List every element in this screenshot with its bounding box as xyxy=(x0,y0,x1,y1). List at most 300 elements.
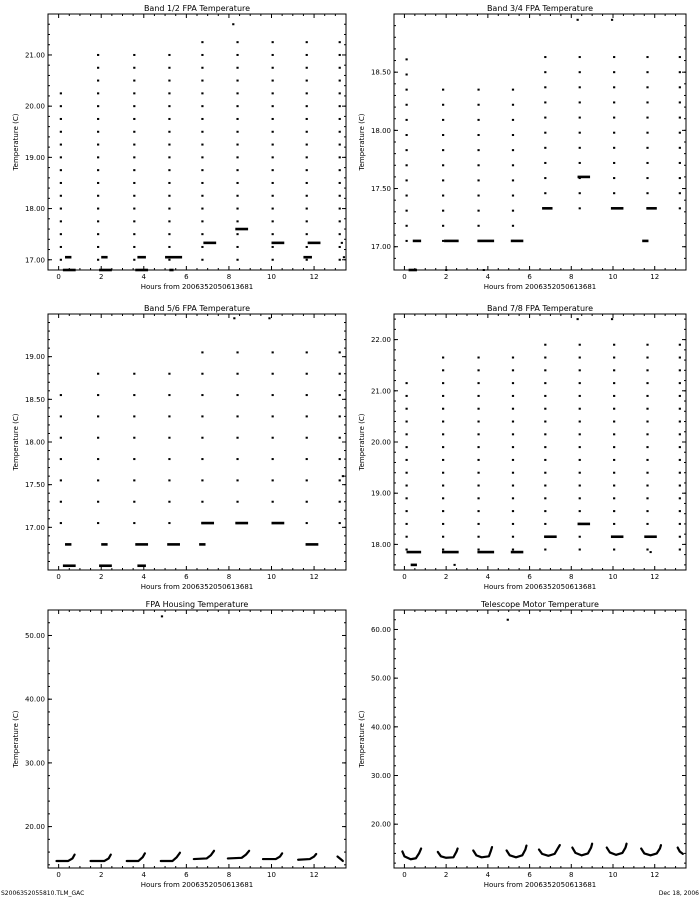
data-point xyxy=(579,459,581,461)
data-point xyxy=(646,549,648,551)
x-tick-label: 6 xyxy=(527,573,532,581)
data-point xyxy=(512,536,514,538)
data-point xyxy=(236,259,238,261)
data-point xyxy=(406,536,408,538)
data-point xyxy=(168,373,170,375)
data-point xyxy=(168,501,170,503)
data-point xyxy=(646,162,648,164)
data-point xyxy=(272,233,274,235)
y-tick-label: 21.00 xyxy=(24,51,45,60)
data-point xyxy=(406,58,408,60)
data-point xyxy=(613,86,615,88)
data-point xyxy=(406,210,408,212)
data-point xyxy=(406,459,408,461)
data-point xyxy=(339,105,341,107)
data-point xyxy=(679,459,681,461)
data-point xyxy=(201,437,203,439)
data-point xyxy=(306,144,308,146)
data-point xyxy=(579,472,581,474)
data-point xyxy=(272,169,274,171)
x-tick-label: 8 xyxy=(226,273,232,281)
data-point xyxy=(339,41,341,43)
data-point xyxy=(679,117,681,119)
data-point xyxy=(339,67,341,69)
data-point xyxy=(477,408,479,410)
data-point xyxy=(168,522,170,524)
data-point xyxy=(133,182,135,184)
data-point xyxy=(679,207,681,209)
x-tick-label: 0 xyxy=(56,871,61,879)
data-point xyxy=(406,74,408,76)
data-plateau xyxy=(201,522,214,525)
y-tick-label: 20.00 xyxy=(24,823,45,832)
data-point xyxy=(544,395,546,397)
data-point xyxy=(544,510,546,512)
data-point xyxy=(133,233,135,235)
data-point xyxy=(97,182,99,184)
x-axis-label: Hours from 2006352050613681 xyxy=(140,881,254,889)
data-point xyxy=(201,80,203,82)
data-plateau xyxy=(169,269,173,272)
y-tick-label: 50.00 xyxy=(370,674,391,683)
data-point xyxy=(679,382,681,384)
data-point xyxy=(477,119,479,121)
x-tick-label: 6 xyxy=(184,871,189,879)
data-point xyxy=(236,156,238,158)
data-point xyxy=(579,101,581,103)
x-tick-label: 8 xyxy=(569,273,574,281)
data-plateau xyxy=(411,564,417,567)
data-point xyxy=(442,382,444,384)
data-point xyxy=(339,220,341,222)
data-point xyxy=(646,510,648,512)
data-point xyxy=(646,101,648,103)
data-point xyxy=(544,132,546,134)
data-point xyxy=(306,208,308,210)
data-point xyxy=(512,164,514,166)
data-point xyxy=(272,394,274,396)
data-point xyxy=(442,369,444,371)
plot-frame xyxy=(394,14,686,270)
data-line-segment xyxy=(641,845,661,855)
y-tick-label: 19.00 xyxy=(24,153,45,162)
data-point xyxy=(201,233,203,235)
data-point xyxy=(406,497,408,499)
data-point xyxy=(60,522,62,524)
data-point xyxy=(406,225,408,227)
data-point xyxy=(512,357,514,359)
data-point xyxy=(579,132,581,134)
x-tick-label: 6 xyxy=(527,273,532,281)
data-point xyxy=(272,144,274,146)
x-tick-label: 4 xyxy=(141,871,147,879)
x-tick-label: 8 xyxy=(226,573,232,581)
data-point xyxy=(339,246,341,248)
y-tick-label: 20.00 xyxy=(24,102,45,111)
data-point xyxy=(236,458,238,460)
data-point xyxy=(306,233,308,235)
data-point xyxy=(544,147,546,149)
data-point xyxy=(579,510,581,512)
data-point xyxy=(97,92,99,94)
data-point xyxy=(442,472,444,474)
x-tick-label: 6 xyxy=(527,871,532,879)
data-point xyxy=(442,225,444,227)
data-point xyxy=(613,162,615,164)
data-point xyxy=(60,208,62,210)
data-point xyxy=(97,415,99,417)
data-point xyxy=(236,195,238,197)
data-point xyxy=(650,551,652,553)
data-point xyxy=(679,357,681,359)
data-point xyxy=(201,208,203,210)
data-point xyxy=(97,208,99,210)
data-point xyxy=(579,408,581,410)
data-point xyxy=(97,501,99,503)
data-line-segment xyxy=(607,844,627,855)
data-point xyxy=(544,101,546,103)
x-tick-label: 12 xyxy=(309,273,319,281)
data-point xyxy=(579,549,581,551)
data-point xyxy=(544,56,546,58)
data-point xyxy=(133,415,135,417)
data-plateau xyxy=(101,256,107,259)
data-point xyxy=(306,415,308,417)
data-point xyxy=(477,395,479,397)
data-point xyxy=(442,179,444,181)
data-plateau xyxy=(203,242,216,245)
data-point xyxy=(544,523,546,525)
data-point xyxy=(579,357,581,359)
data-point xyxy=(97,522,99,524)
data-point xyxy=(201,195,203,197)
data-point xyxy=(236,144,238,146)
data-point xyxy=(646,472,648,474)
y-tick-label: 18.50 xyxy=(370,68,391,77)
data-point xyxy=(339,259,341,261)
data-point xyxy=(306,156,308,158)
data-point xyxy=(60,92,62,94)
data-point xyxy=(201,131,203,133)
data-point xyxy=(544,71,546,73)
x-tick-label: 6 xyxy=(184,573,189,581)
y-axis-label: Temperature (C) xyxy=(358,413,366,471)
data-point xyxy=(512,510,514,512)
data-point xyxy=(646,86,648,88)
data-point xyxy=(168,118,170,120)
data-point xyxy=(477,433,479,435)
data-plateau xyxy=(199,543,205,546)
data-line-segment xyxy=(337,857,342,861)
data-point xyxy=(97,144,99,146)
data-point xyxy=(97,80,99,82)
data-point xyxy=(512,459,514,461)
data-point xyxy=(611,19,613,21)
data-point xyxy=(477,536,479,538)
x-tick-label: 4 xyxy=(141,273,147,281)
data-plateau xyxy=(63,269,76,272)
x-tick-label: 10 xyxy=(608,871,618,879)
data-point xyxy=(406,485,408,487)
data-point xyxy=(406,395,408,397)
data-point xyxy=(306,458,308,460)
data-point xyxy=(577,19,579,21)
data-point xyxy=(477,369,479,371)
data-point xyxy=(306,259,308,261)
data-point xyxy=(236,92,238,94)
data-point xyxy=(512,104,514,106)
data-point xyxy=(442,497,444,499)
chart-panel-4 xyxy=(358,304,686,591)
data-point xyxy=(406,408,408,410)
data-point xyxy=(442,446,444,448)
y-tick-label: 30.00 xyxy=(24,759,45,768)
data-line-segment xyxy=(228,851,249,859)
data-point xyxy=(342,475,344,477)
data-point xyxy=(579,147,581,149)
data-plateau xyxy=(611,207,624,210)
data-point xyxy=(679,497,681,499)
data-plateau xyxy=(644,535,657,538)
data-point xyxy=(613,523,615,525)
data-point xyxy=(133,195,135,197)
data-point xyxy=(168,195,170,197)
data-point xyxy=(512,225,514,227)
data-point xyxy=(477,149,479,151)
plot-frame xyxy=(48,14,346,270)
data-point xyxy=(306,105,308,107)
data-point xyxy=(613,192,615,194)
data-point xyxy=(579,117,581,119)
data-point xyxy=(406,119,408,121)
data-point xyxy=(339,233,341,235)
data-point xyxy=(339,458,341,460)
data-point xyxy=(60,182,62,184)
data-point xyxy=(679,344,681,346)
y-tick-label: 17.50 xyxy=(24,481,45,490)
data-point xyxy=(201,351,203,353)
data-point xyxy=(339,144,341,146)
data-plateau xyxy=(646,207,656,210)
x-tick-label: 10 xyxy=(267,573,276,581)
y-tick-label: 17.00 xyxy=(370,243,391,252)
data-plateau xyxy=(65,256,71,259)
data-point xyxy=(613,132,615,134)
data-point xyxy=(679,147,681,149)
x-tick-label: 10 xyxy=(608,573,618,581)
data-point xyxy=(272,437,274,439)
data-plateau xyxy=(137,564,146,567)
data-point xyxy=(133,118,135,120)
data-point xyxy=(477,179,479,181)
data-point xyxy=(512,210,514,212)
data-point xyxy=(272,80,274,82)
data-point xyxy=(477,472,479,474)
data-point xyxy=(613,408,615,410)
data-point xyxy=(168,80,170,82)
data-point xyxy=(477,510,479,512)
data-point xyxy=(544,421,546,423)
data-point xyxy=(613,117,615,119)
data-plateau xyxy=(611,535,624,538)
y-axis-label: Temperature (C) xyxy=(12,710,20,768)
chart-panel-5 xyxy=(12,600,346,889)
data-point xyxy=(306,41,308,43)
data-point xyxy=(272,246,274,248)
data-point xyxy=(544,485,546,487)
y-tick-label: 22.00 xyxy=(370,336,391,345)
data-point xyxy=(60,394,62,396)
data-point xyxy=(236,220,238,222)
x-tick-label: 2 xyxy=(443,273,449,281)
chart-title: Band 1/2 FPA Temperature xyxy=(143,4,251,13)
data-point xyxy=(679,523,681,525)
y-tick-label: 17.50 xyxy=(370,185,391,194)
data-point xyxy=(60,415,62,417)
x-axis-label: Hours from 2006352050613681 xyxy=(483,283,597,291)
data-point xyxy=(406,382,408,384)
data-point xyxy=(442,210,444,212)
data-point xyxy=(579,395,581,397)
data-plateau xyxy=(165,256,182,259)
data-point xyxy=(201,105,203,107)
data-point xyxy=(339,182,341,184)
data-point xyxy=(306,501,308,503)
x-tick-label: 2 xyxy=(443,573,449,581)
data-point xyxy=(679,86,681,88)
data-point xyxy=(133,522,135,524)
x-tick-label: 0 xyxy=(56,273,61,281)
y-tick-label: 18.50 xyxy=(24,395,45,404)
data-point xyxy=(201,501,203,503)
data-point xyxy=(272,67,274,69)
data-line-segment xyxy=(127,853,145,861)
data-point xyxy=(339,373,341,375)
data-point xyxy=(477,523,479,525)
data-point xyxy=(579,162,581,164)
data-point xyxy=(201,246,203,248)
data-point xyxy=(201,182,203,184)
data-point xyxy=(544,162,546,164)
data-point xyxy=(236,246,238,248)
data-point xyxy=(168,479,170,481)
data-point xyxy=(306,246,308,248)
data-point xyxy=(679,485,681,487)
x-tick-label: 10 xyxy=(267,871,276,879)
data-point xyxy=(201,373,203,375)
data-point xyxy=(339,415,341,417)
data-point xyxy=(544,192,546,194)
data-point xyxy=(613,382,615,384)
data-point xyxy=(133,144,135,146)
source-file-label: S2006352055810.TLM_GAC xyxy=(1,890,85,897)
x-tick-label: 8 xyxy=(569,573,574,581)
data-point xyxy=(306,92,308,94)
data-point xyxy=(201,41,203,43)
data-point xyxy=(646,408,648,410)
data-point xyxy=(613,459,615,461)
data-point xyxy=(272,501,274,503)
data-point xyxy=(236,105,238,107)
data-point xyxy=(168,54,170,56)
y-tick-label: 20.00 xyxy=(370,438,391,447)
y-tick-label: 30.00 xyxy=(370,772,391,781)
data-point xyxy=(579,421,581,423)
data-point xyxy=(306,195,308,197)
data-plateau xyxy=(135,269,148,272)
data-point xyxy=(613,177,615,179)
data-point xyxy=(236,479,238,481)
data-point xyxy=(306,169,308,171)
data-point xyxy=(236,233,238,235)
data-point xyxy=(272,195,274,197)
data-point xyxy=(646,147,648,149)
data-point xyxy=(233,317,235,319)
data-point xyxy=(679,56,681,58)
data-point xyxy=(272,182,274,184)
data-point xyxy=(60,501,62,503)
plot-frame xyxy=(394,314,686,570)
data-point xyxy=(579,71,581,73)
data-point xyxy=(236,169,238,171)
data-point xyxy=(613,395,615,397)
data-point xyxy=(579,192,581,194)
y-tick-label: 50.00 xyxy=(24,631,45,640)
chart-title: Band 5/6 FPA Temperature xyxy=(143,304,251,313)
data-point xyxy=(646,433,648,435)
data-point xyxy=(406,149,408,151)
data-point xyxy=(406,510,408,512)
chart-panel-2 xyxy=(358,4,686,291)
data-line-segment xyxy=(678,848,683,854)
data-point xyxy=(477,134,479,136)
data-point xyxy=(512,382,514,384)
x-tick-label: 2 xyxy=(98,871,104,879)
data-point xyxy=(339,437,341,439)
data-point xyxy=(613,510,615,512)
data-line-segment xyxy=(572,844,592,856)
data-point xyxy=(168,144,170,146)
data-point xyxy=(236,351,238,353)
data-point xyxy=(406,549,408,551)
data-plateau xyxy=(137,256,146,259)
data-point xyxy=(442,89,444,91)
data-point xyxy=(507,619,509,621)
data-point xyxy=(646,344,648,346)
data-point xyxy=(646,56,648,58)
data-point xyxy=(646,485,648,487)
chart-panel-1 xyxy=(12,4,346,291)
data-point xyxy=(512,408,514,410)
data-point xyxy=(442,485,444,487)
data-point xyxy=(477,485,479,487)
data-point xyxy=(168,233,170,235)
data-point xyxy=(613,549,615,551)
data-point xyxy=(512,433,514,435)
data-point xyxy=(97,220,99,222)
data-point xyxy=(97,373,99,375)
data-point xyxy=(60,105,62,107)
data-plateau xyxy=(303,256,312,259)
data-point xyxy=(97,246,99,248)
data-point xyxy=(201,394,203,396)
data-point xyxy=(579,485,581,487)
data-plateau xyxy=(99,269,112,272)
x-tick-label: 8 xyxy=(569,871,574,879)
data-point xyxy=(579,536,581,538)
data-point xyxy=(97,169,99,171)
data-point xyxy=(133,105,135,107)
